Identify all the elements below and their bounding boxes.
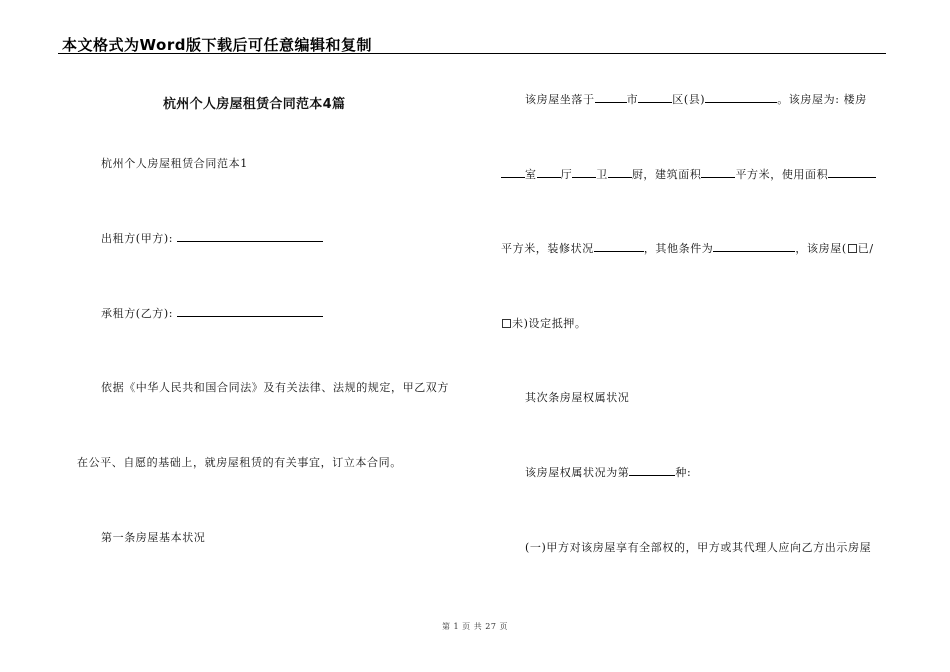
- baths-blank[interactable]: [572, 168, 596, 178]
- lessee-label: 承租方(乙方):: [101, 307, 174, 320]
- mortgage-line-continued: [501, 317, 587, 331]
- mortgage-label: ，该房屋(: [795, 242, 847, 255]
- decoration-label: 平方米，装修状况: [501, 242, 594, 255]
- other-conditions-blank[interactable]: [713, 242, 795, 252]
- district-label: 区(县): [672, 93, 706, 106]
- usable-area-label: 平方米，使用面积: [735, 168, 829, 181]
- ownership-clause-1: (一)甲方对该房屋享有全部权的，甲方或其代理人应向乙方出示房屋: [525, 541, 872, 554]
- city-blank[interactable]: [595, 93, 627, 103]
- rooms-label: 室: [525, 168, 537, 181]
- basis-paragraph-line2: 在公平、自愿的基础上，就房屋租赁的有关事宜，订立本合同。: [77, 456, 402, 469]
- basis-paragraph-line1: 依据《中华人民共和国合同法》及有关法律、法规的规定，甲乙双方: [101, 381, 449, 394]
- halls-label: 厅: [560, 168, 573, 181]
- halls-blank[interactable]: [537, 168, 561, 178]
- mortgaged-no-checkbox[interactable]: [502, 319, 511, 328]
- contract-subtitle: 杭州个人房屋租赁合同范本1: [101, 157, 248, 170]
- address-blank[interactable]: [705, 93, 777, 103]
- article-2-heading: 其次条房屋权属状况: [525, 391, 630, 404]
- mortgaged-yes-label: 已/: [857, 242, 874, 255]
- decoration-blank[interactable]: [594, 242, 644, 252]
- lessor-blank[interactable]: [177, 232, 323, 242]
- lessor-label: 出租方(甲方):: [101, 232, 174, 245]
- lessor-line: [101, 232, 323, 246]
- ownership-type-blank[interactable]: [629, 466, 675, 476]
- building-area-label: 厨，建筑面积: [631, 168, 702, 181]
- article-1-heading: 第一条房屋基本状况: [101, 531, 206, 544]
- mortgaged-yes-checkbox[interactable]: [848, 244, 857, 253]
- baths-label: 卫: [596, 168, 608, 181]
- building-area-blank[interactable]: [701, 168, 735, 178]
- header-banner: 本文格式为Word版下载后可任意编辑和复制: [62, 36, 372, 54]
- document-title: 杭州个人房屋租赁合同范本4篇: [163, 97, 346, 112]
- decoration-line: [501, 242, 874, 256]
- location-line: [525, 93, 867, 107]
- usable-area-blank[interactable]: [828, 168, 876, 178]
- lessee-line: [101, 307, 323, 321]
- mortgaged-no-label: 未)设定抵押。: [512, 317, 587, 330]
- location-label: 该房屋坐落于: [525, 93, 595, 106]
- rooms-line: [501, 168, 876, 182]
- city-label: 市: [626, 93, 639, 106]
- lessee-blank[interactable]: [177, 307, 323, 317]
- kitchens-blank[interactable]: [608, 168, 632, 178]
- ownership-type-label: 该房屋权属状况为第: [525, 466, 630, 479]
- building-type-label: 。该房屋为: 楼房: [777, 93, 867, 106]
- rooms-blank[interactable]: [501, 168, 525, 178]
- header-divider: [58, 53, 886, 54]
- page-number: 第 1 页 共 27 页: [442, 622, 508, 631]
- ownership-type-line: [525, 466, 691, 480]
- other-conditions-label: ，其他条件为: [643, 242, 714, 255]
- ownership-type-suffix: 种:: [675, 466, 692, 479]
- district-blank[interactable]: [638, 93, 672, 103]
